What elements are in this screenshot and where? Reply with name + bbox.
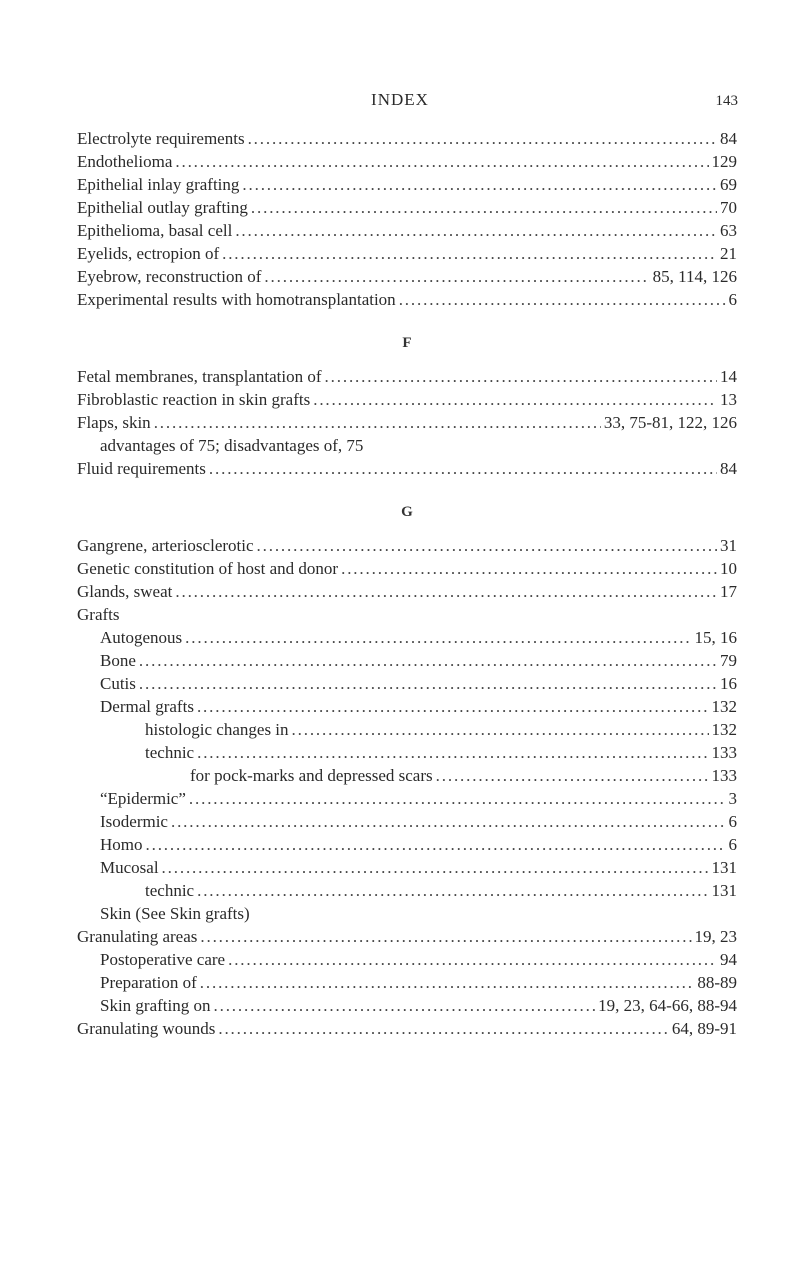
dot-leader	[162, 856, 709, 879]
index-entry	[77, 626, 737, 649]
entry-term: Epithelial outlay grafting	[77, 198, 248, 217]
entry-term: Granulating wounds	[77, 1019, 216, 1038]
entry-term: Grafts	[77, 605, 120, 624]
entry-page-refs: 10	[720, 559, 737, 578]
section-letter-heading: F	[402, 335, 412, 351]
entry-term: Granulating areas	[77, 927, 198, 946]
index-entry	[77, 196, 737, 219]
entry-page-refs: 63	[720, 221, 737, 240]
entry-page-refs: 70	[720, 198, 737, 217]
entry-term: Autogenous	[100, 628, 183, 647]
index-entry	[77, 434, 737, 457]
entry-page-refs: 94	[720, 950, 737, 969]
entry-term: for pock-marks and depressed scars	[190, 766, 433, 785]
entry-page-refs: 79	[720, 651, 737, 670]
index-entry	[77, 948, 737, 971]
entry-term: histologic changes in	[145, 720, 289, 739]
entry-term: Endothelioma	[77, 152, 173, 171]
dot-leader	[325, 365, 717, 388]
dot-leader	[218, 1017, 668, 1040]
entry-page-refs: 85, 114, 126	[652, 267, 737, 286]
entry-page-refs: 132	[711, 720, 737, 739]
dot-leader	[399, 288, 726, 311]
entry-term: Epithelioma, basal cell	[77, 221, 233, 240]
entry-term: Bone	[100, 651, 136, 670]
dot-leader	[146, 833, 726, 856]
index-body	[77, 127, 737, 1040]
page-header	[0, 90, 800, 116]
entry-page-refs: 69	[720, 175, 737, 194]
running-head: INDEX	[371, 90, 429, 109]
index-entry	[77, 219, 737, 242]
dot-leader	[154, 411, 601, 434]
entry-page-refs: 84	[720, 459, 737, 478]
entry-term: technic	[145, 881, 195, 900]
index-entry	[77, 718, 737, 741]
entry-page-refs: 21	[720, 244, 737, 263]
dot-leader	[175, 580, 717, 603]
entry-term: Postoperative care	[100, 950, 226, 969]
index-entry	[77, 173, 737, 196]
index-entry	[77, 879, 737, 902]
entry-page-refs: 6	[728, 835, 737, 854]
entry-page-refs: 31	[720, 536, 737, 555]
entry-term: Dermal grafts	[100, 697, 194, 716]
index-entry	[77, 288, 737, 311]
index-entry	[77, 242, 737, 265]
index-entry	[77, 741, 737, 764]
dot-leader	[197, 695, 709, 718]
entry-term: Isodermic	[100, 812, 168, 831]
entry-page-refs: 6	[728, 812, 737, 831]
entry-term: Eyebrow, reconstruction of	[77, 267, 262, 286]
entry-page-refs: 6	[728, 290, 737, 309]
index-entry	[77, 457, 737, 480]
entry-page-refs: 3	[728, 789, 737, 808]
index-entry	[77, 856, 737, 879]
entry-page-refs: 16	[720, 674, 737, 693]
index-entry	[77, 925, 737, 948]
entry-term: Cutis	[100, 674, 136, 693]
index-entry	[77, 1017, 737, 1040]
dot-leader	[436, 764, 709, 787]
dot-leader	[175, 150, 708, 173]
entry-term: “Epidermic”	[100, 789, 186, 808]
dot-leader	[341, 557, 717, 580]
entry-term: Fetal membranes, transplantation of	[77, 367, 322, 386]
dot-leader	[222, 242, 717, 265]
index-entry	[77, 672, 737, 695]
dot-leader	[200, 971, 695, 994]
entry-page-refs: 14	[720, 367, 737, 386]
index-section	[77, 500, 737, 1040]
dot-leader	[171, 810, 726, 833]
entry-term: Epithelial inlay grafting	[77, 175, 240, 194]
entry-term: Preparation of	[100, 973, 197, 992]
dot-leader	[139, 672, 717, 695]
entry-page-refs: 133	[711, 743, 737, 762]
dot-leader	[185, 626, 691, 649]
dot-leader	[200, 925, 691, 948]
entry-term: Experimental results with homotransplantation	[77, 290, 396, 309]
entry-term: Fibroblastic reaction in skin grafts	[77, 390, 311, 409]
index-entry	[77, 580, 737, 603]
entry-term: Homo	[100, 835, 143, 854]
entry-page-refs: 19, 23, 64-66, 88-94	[598, 996, 737, 1015]
index-entry	[77, 764, 737, 787]
dot-leader	[139, 649, 717, 672]
entry-page-refs: 131	[711, 858, 737, 877]
entry-term: Fluid requirements	[77, 459, 206, 478]
entry-page-refs: 129	[711, 152, 737, 171]
entry-term: advantages of 75; disadvantages of, 75	[100, 436, 364, 455]
index-entry	[77, 994, 737, 1017]
dot-leader	[189, 787, 726, 810]
entry-term: Gangrene, arteriosclerotic	[77, 536, 254, 555]
entry-term: Skin (See Skin grafts)	[100, 904, 250, 923]
dot-leader	[197, 741, 708, 764]
index-entry	[77, 787, 737, 810]
entry-term: technic	[145, 743, 195, 762]
entry-page-refs: 84	[720, 129, 737, 148]
entry-page-refs: 15, 16	[694, 628, 737, 647]
entry-page-refs: 64, 89-91	[671, 1019, 737, 1038]
entry-term: Flaps, skin	[77, 413, 151, 432]
entry-page-refs: 131	[711, 881, 737, 900]
section-letter-heading: G	[401, 504, 413, 520]
dot-leader	[257, 534, 717, 557]
dot-leader	[214, 994, 596, 1017]
index-entry	[77, 603, 737, 626]
entry-page-refs: 132	[711, 697, 737, 716]
index-entry	[77, 388, 737, 411]
index-entry	[77, 695, 737, 718]
index-entry	[77, 150, 737, 173]
entry-page-refs: 19, 23	[694, 927, 737, 946]
entry-term: Electrolyte requirements	[77, 129, 245, 148]
entry-term: Skin grafting on	[100, 996, 211, 1015]
entry-term: Mucosal	[100, 858, 159, 877]
dot-leader	[251, 196, 717, 219]
entry-page-refs: 133	[711, 766, 737, 785]
index-entry	[77, 557, 737, 580]
index-entry	[77, 902, 737, 925]
index-entry	[77, 810, 737, 833]
dot-leader	[228, 948, 717, 971]
index-entry	[77, 649, 737, 672]
entry-term: Glands, sweat	[77, 582, 173, 601]
index-section	[77, 127, 737, 311]
entry-page-refs: 88-89	[697, 973, 737, 992]
index-entry	[77, 265, 737, 288]
dot-leader	[209, 457, 717, 480]
dot-leader	[197, 879, 708, 902]
dot-leader	[313, 388, 717, 411]
dot-leader	[235, 219, 717, 242]
entry-term: Eyelids, ectropion of	[77, 244, 220, 263]
dot-leader	[248, 127, 717, 150]
entry-page-refs: 33, 75-81, 122, 126	[603, 413, 737, 432]
index-entry	[77, 833, 737, 856]
dot-leader	[292, 718, 709, 741]
entry-term: Genetic constitution of host and donor	[77, 559, 339, 578]
index-section	[77, 331, 737, 480]
index-entry	[77, 534, 737, 557]
dot-leader	[264, 265, 649, 288]
index-entry	[77, 971, 737, 994]
page-number: 143	[715, 93, 738, 109]
dot-leader	[242, 173, 717, 196]
entry-page-refs: 17	[720, 582, 737, 601]
index-entry	[77, 127, 737, 150]
index-entry	[77, 365, 737, 388]
index-entry	[77, 411, 737, 434]
entry-page-refs: 13	[720, 390, 737, 409]
